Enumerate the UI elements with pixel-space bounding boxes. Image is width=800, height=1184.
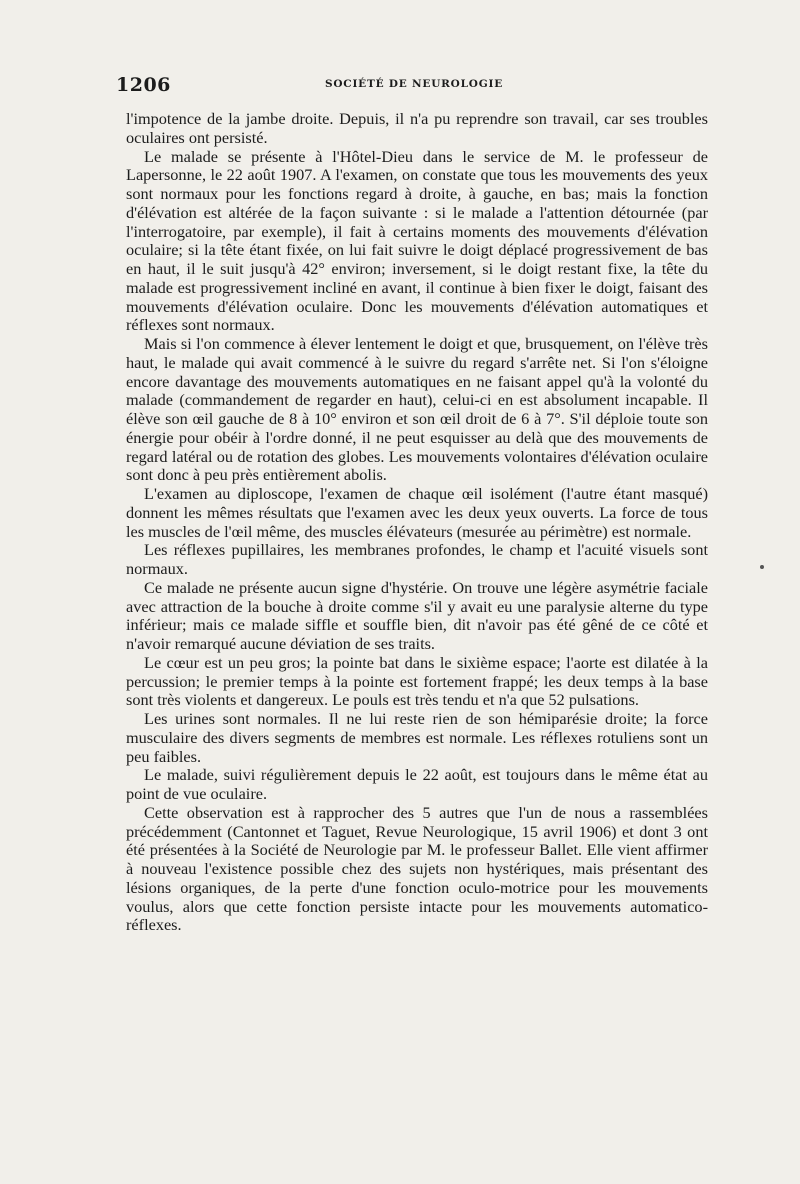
paragraph: Mais si l'on commence à élever lentement le doigt et que, brusquement, on l'élève très haut, le malade qui avait commencé à le suivre du regard s'arrête net. Si l'on s'éloigne encore davantage des mouvements automatiques en ne faisant appel qu'à la volonté du malade (commandement de regarder en haut), celui-ci en est absolument incapable. Il élève son œil gauche de 8 à 10° environ et son œil droit de 6 à 7°. S'il déploie toute son énergie pour obéir à l'ordre donné, il ne peut esquisser au delà que des mouvements de regard latéral ou de rotation des globes. Les mouvements volontaires d'élévation oculaire sont donc à peu près entièrement abolis. <box>126 334 708 485</box>
paragraph: Cette observation est à rapprocher des 5 autres que l'un de nous a rassemblées précédemment (Cantonnet et Taguet, Revue Neurologique, 15 avril 1906) et dont 3 ont été présentées à la Société de Neurologie par M. le professeur Ballet. Elle vient affirmer à nouveau l'existence possible chez des sujets non hystériques, mais présentant des lésions organiques, de la perte d'une fonction oculo-motrice pour les mouvements voulus, alors que cette fonction persiste intacte pour les mouvements automatico-réflexes. <box>126 802 708 935</box>
page-number: 1206 <box>116 74 171 96</box>
paragraph: Les réflexes pupillaires, les membranes profondes, le champ et l'acuité visuels sont normaux. <box>126 540 708 578</box>
body-text <box>126 110 708 935</box>
page-header <box>116 74 712 98</box>
running-title: SOCIÉTÉ DE NEUROLOGIE <box>324 78 504 90</box>
paragraph: Le malade se présente à l'Hôtel-Dieu dans le service de M. le professeur de Lapersonne, le 22 août 1907. A l'examen, on constate que tous les mouvements des yeux sont normaux pour les fonctions regard à droite, à gauche, en bas; mais la fonction d'élévation est altérée de la façon suivante : si le malade a l'attention détournée (par l'interrogatoire, par exemple), il fait à certains moments des mouvements d'élévation oculaire; si la tête étant fixée, on lui fait suivre le doigt déplacé progressivement de bas en haut, il le suit jusqu'à 42° environ; inversement, si le doigt restant fixe, la tête du malade est progressivement incliné en avant, il continue à bien fixer le doigt, faisant des mouvements d'élévation oculaire. Donc les mouvements d'élévation automatiques et réflexes sont normaux. <box>126 146 708 335</box>
paragraph: Le malade, suivi régulièrement depuis le 22 août, est toujours dans le même état au point de vue oculaire. <box>126 765 708 803</box>
paragraph: Le cœur est un peu gros; la pointe bat dans le sixième espace; l'aorte est dilatée à la percussion; le premier temps à la pointe est fortement frappé; les deux temps à la base sont très violents et dangereux. Le pouls est très tendu et n'a que 52 pulsations. <box>126 652 708 710</box>
paragraph: l'impotence de la jambe droite. Depuis, il n'a pu reprendre son travail, car ses troubles oculaires ont persisté. <box>126 109 708 147</box>
paragraph: Les urines sont normales. Il ne lui reste rien de son hémiparésie droite; la force musculaire des divers segments de membres est normale. Les réflexes rotuliens sont un peu faibles. <box>126 709 708 766</box>
margin-speck <box>760 565 764 569</box>
paragraph: Ce malade ne présente aucun signe d'hystérie. On trouve une légère asymétrie faciale avec attraction de la bouche à droite comme s'il y avait eu une paralysie alterne du type inférieur; mais ce malade siffle et souffle bien, dit n'avoir pas été gêné de ce côté et n'avoir remarqué aucune déviation de ses traits. <box>126 577 708 653</box>
paragraph: L'examen au diploscope, l'examen de chaque œil isolément (l'autre étant masqué) donnent les mêmes résultats que l'examen avec les deux yeux ouverts. La force de tous les muscles de l'œil même, des muscles élévateurs (mesurée au périmètre) est normale. <box>126 484 708 541</box>
